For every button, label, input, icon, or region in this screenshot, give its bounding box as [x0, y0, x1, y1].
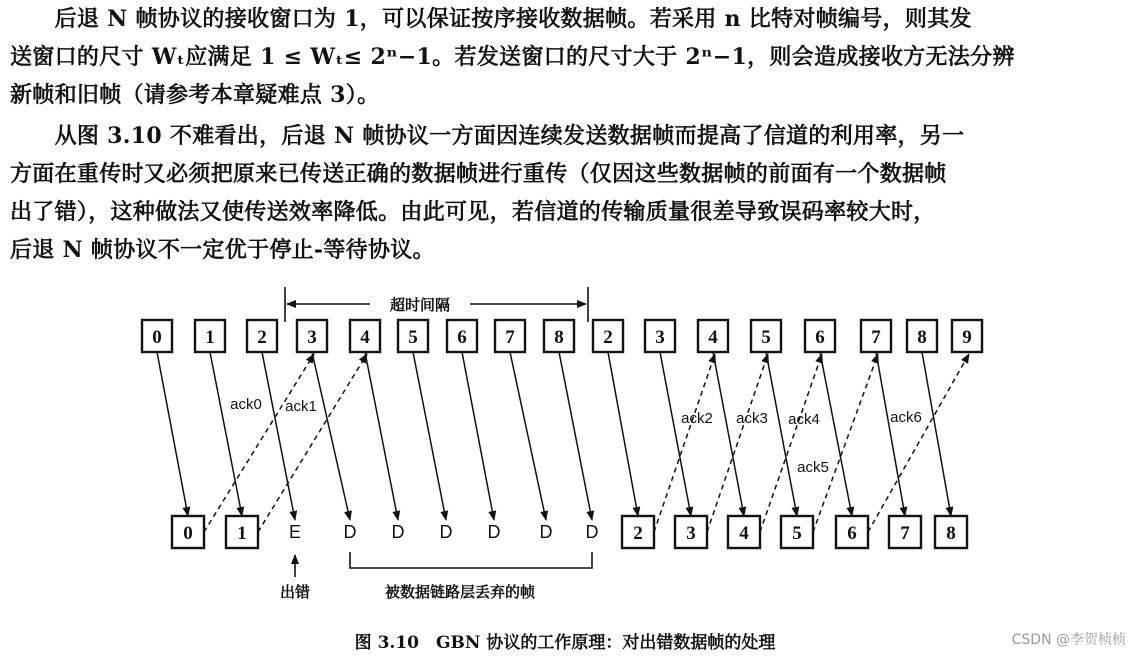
ack-arrow-0 [204, 354, 314, 532]
sender-frame-13 [805, 320, 835, 352]
text-line: 后退 N 帧协议的接收窗口为 1，可以保证按序接收数据帧。若采用 n 比特对帧编号，则其发 [10, 6, 972, 32]
ack-label: ack6 [890, 409, 922, 426]
ack-label: ack3 [736, 410, 768, 427]
frame-arrow-2 [262, 352, 295, 520]
ack-arrow-4 [760, 354, 822, 532]
receiver-item-11 [728, 516, 760, 548]
frame-arrow-7 [510, 352, 546, 520]
sender-frame-label: 7 [505, 327, 515, 348]
text-line: 方面在重传时又必须把原来已传送正确的数据帧进行重传（仅因这些数据帧的前面有一个数据帧 [10, 161, 947, 187]
sender-frame-label: 7 [871, 327, 881, 348]
sender-frame-label: 8 [554, 327, 564, 348]
receiver-status-label: D [539, 522, 553, 542]
receiver-item-10 [675, 516, 707, 548]
sender-frame-5 [398, 320, 428, 352]
receiver-item-9 [622, 516, 654, 548]
gbn-diagram [0, 282, 1138, 658]
sender-frame-10 [645, 320, 675, 352]
sender-frame-1 [195, 320, 225, 352]
sender-frame-11 [698, 320, 728, 352]
watermark: CSDN @李贺桢桢 [1011, 632, 1126, 648]
receiver-item-5 [440, 522, 453, 542]
sender-frame-label: 6 [815, 327, 825, 348]
sender-frame-4 [350, 320, 380, 352]
paragraph-efficiency [10, 117, 1128, 269]
text-line: 从图 3.10 不难看出，后退 N 帧协议一方面因连续发送数据帧而提高了信道的利用率，另一 [10, 123, 965, 149]
sender-frame-8 [544, 320, 574, 352]
ack-arrow-6 [868, 354, 969, 532]
receiver-item-4 [392, 522, 405, 542]
error-marker [280, 555, 310, 601]
sender-frame-label: 3 [307, 327, 317, 348]
frame-arrow-6 [462, 352, 494, 520]
sender-frame-label: 9 [962, 327, 972, 348]
sender-frame-label: 4 [708, 327, 718, 348]
sender-frame-label: 5 [761, 327, 771, 348]
sender-frame-label: 6 [457, 327, 467, 348]
sender-frame-label: 2 [257, 327, 267, 348]
error-label: 出错 [279, 583, 311, 601]
ack-arrow-5 [813, 354, 878, 532]
sender-frame-6 [447, 320, 477, 352]
frame-arrow-11 [713, 352, 744, 516]
timeout-interval [285, 287, 588, 322]
receiver-frame-label: 1 [237, 523, 247, 544]
text-line: 出了错），这种做法又使传送效率降低。由此可见，若信道的传输质量很差导致误码率较大时， [10, 199, 936, 225]
receiver-item-8 [586, 522, 599, 542]
frame-arrow-12 [766, 352, 797, 516]
text-line: 新帧和旧帧（请参考本章疑难点 3）。 [10, 82, 380, 108]
ack-label: ack5 [797, 459, 829, 476]
sender-frame-0 [142, 320, 172, 352]
receiver-status-label: D [391, 522, 405, 542]
receiver-item-14 [889, 516, 921, 548]
ack-label: ack0 [230, 396, 262, 413]
sender-frame-7 [495, 320, 525, 352]
frame-arrow-15 [922, 352, 951, 516]
receiver-item-12 [781, 516, 813, 548]
receiver-item-2 [289, 522, 301, 542]
frame-arrow-1 [210, 352, 242, 516]
transmission-arrows [157, 352, 951, 520]
sender-frame-9 [593, 320, 623, 352]
sender-frame-label: 5 [408, 327, 418, 348]
frame-arrow-9 [608, 352, 638, 516]
sender-frame-label: 8 [917, 327, 927, 348]
receiver-frame-label: 6 [847, 523, 857, 544]
frame-arrow-4 [365, 352, 398, 520]
sender-frame-label: 3 [655, 327, 665, 348]
sender-frame-12 [751, 320, 781, 352]
sender-frame-3 [297, 320, 327, 352]
frame-arrow-5 [413, 352, 446, 520]
ack-arrow-1 [258, 354, 367, 532]
sender-frame-label: 4 [360, 327, 370, 348]
receiver-item-7 [540, 522, 553, 542]
receiver-item-0 [172, 516, 204, 548]
receiver-frame-label: 4 [739, 523, 749, 544]
sender-frame-label: 1 [205, 327, 215, 348]
sender-frame-label: 0 [152, 327, 162, 348]
receiver-frames [172, 516, 967, 548]
ack-arrow-3 [707, 354, 768, 532]
receiver-item-6 [488, 522, 501, 542]
frame-arrow-13 [820, 352, 852, 516]
sender-frame-16 [952, 320, 982, 352]
receiver-frame-label: 5 [792, 523, 802, 544]
receiver-status-label: D [585, 522, 599, 542]
discard-bracket [350, 552, 592, 601]
sender-frame-15 [907, 320, 937, 352]
ack-label: ack2 [681, 410, 713, 427]
receiver-item-15 [935, 516, 967, 548]
ack-arrow-2 [654, 354, 715, 532]
frame-arrow-3 [312, 352, 350, 520]
discard-label: 被数据链路层丢弃的帧 [384, 583, 536, 601]
receiver-status-label: E [288, 522, 302, 542]
frame-arrow-8 [559, 352, 592, 520]
receiver-status-label: D [343, 522, 357, 542]
receiver-status-label: D [439, 522, 453, 542]
receiver-frame-label: 0 [183, 523, 193, 544]
text-line: 送窗口的尺寸 Wₜ应满足 1 ≤ Wₜ≤ 2ⁿ−1。若发送窗口的尺寸大于 2ⁿ−1，则会造成接收方无法分辨 [10, 44, 1015, 70]
ack-label: ack1 [285, 398, 317, 415]
text-line: 后退 N 帧协议不一定优于停止-等待协议。 [10, 237, 435, 263]
figure-caption: 图 3.10 GBN 协议的工作原理：对出错数据帧的处理 [354, 633, 776, 653]
frame-arrow-10 [660, 352, 691, 516]
paragraph-window-size [10, 0, 1128, 114]
receiver-item-1 [226, 516, 258, 548]
receiver-item-3 [344, 522, 357, 542]
receiver-status-label: D [487, 522, 501, 542]
sender-frame-2 [247, 320, 277, 352]
receiver-frame-label: 2 [633, 523, 643, 544]
sender-frame-14 [861, 320, 891, 352]
receiver-frame-label: 3 [686, 523, 696, 544]
receiver-frame-label: 8 [946, 523, 956, 544]
receiver-frame-label: 7 [900, 523, 910, 544]
timeout-label: 超时间隔 [389, 296, 451, 314]
frame-arrow-0 [157, 352, 188, 516]
ack-label: ack4 [788, 411, 820, 428]
sender-frame-label: 2 [603, 327, 613, 348]
receiver-item-13 [836, 516, 868, 548]
sender-frames [142, 320, 982, 352]
